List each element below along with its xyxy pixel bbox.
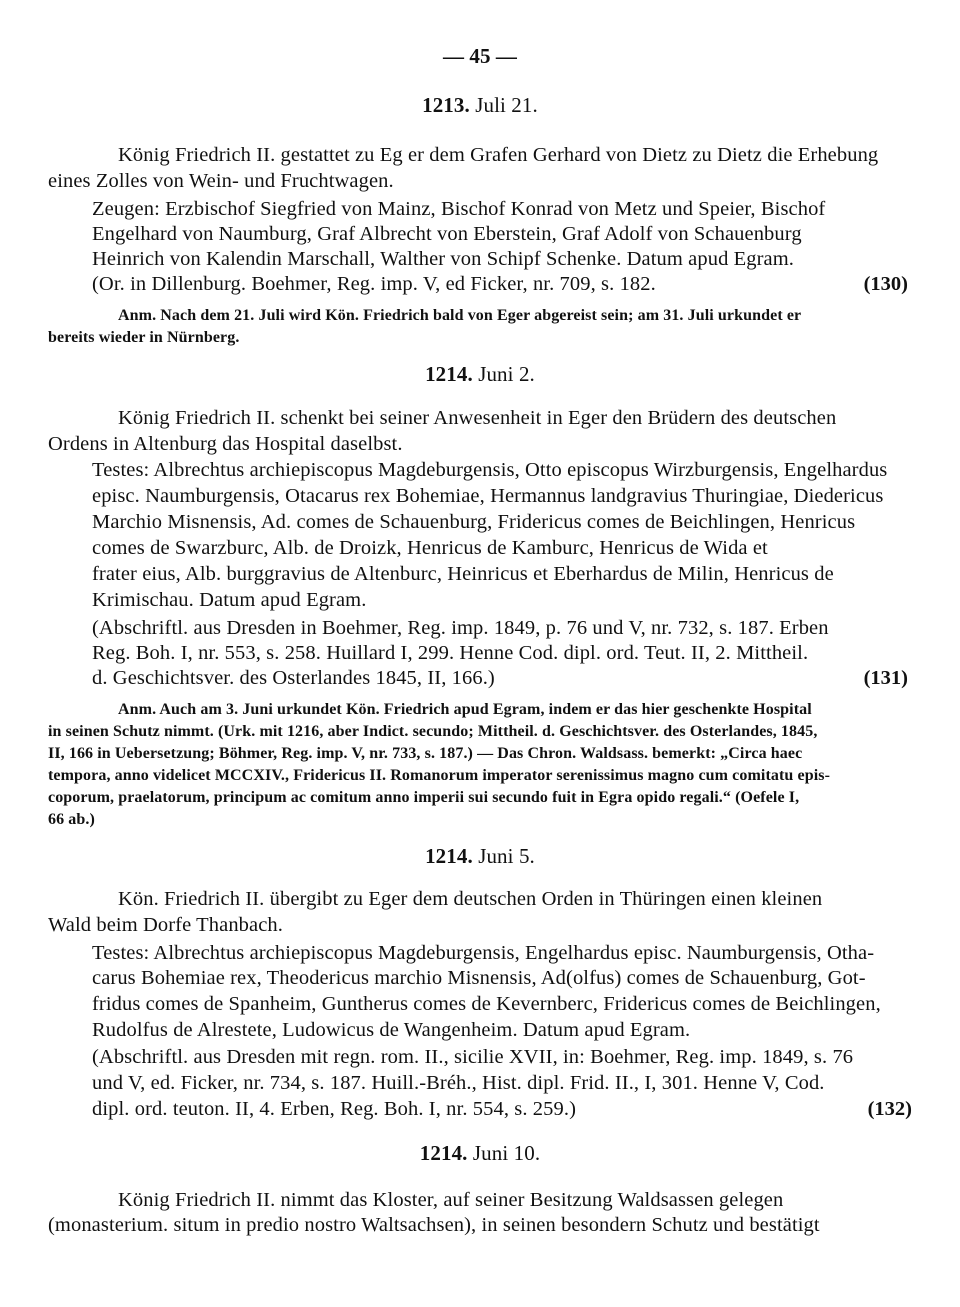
entry-text-line: (Or. in Dillenburg. Boehmer, Reg. imp. V, ed Ficker, nr. 709, s. 182. [92, 273, 656, 295]
entry-date: Juni 10. [472, 1141, 541, 1165]
entry-year: 1214. [425, 362, 473, 386]
note-line: coporum, praelatorum, principum ac comitum anno imperii sui secundo fuit in Egra opido regali.“ (Oefele I, [48, 789, 800, 806]
entry-year: 1214. [425, 844, 473, 868]
note-line: tempora, anno videlicet MCCXIV., Fridericus II. Romanorum imperator serenissimus magno cum comitatu epis- [48, 767, 830, 784]
entry-number: (131) [863, 667, 908, 689]
entry-text-line: Heinrich von Kalendin Marschall, Walther von Schipf Schenke. Datum apud Egram. [92, 248, 795, 270]
entry-text-line: dipl. ord. teuton. II, 4. Erben, Reg. Boh. I, nr. 554, s. 259.) [92, 1098, 577, 1120]
entry-text-line: Kön. Friedrich II. übergibt zu Eger dem deutschen Orden in Thüringen einen kleinen [118, 888, 823, 910]
entry-date-heading [0, 1141, 960, 1165]
entry-text-line: carus Bohemiae rex, Theodericus marchio Misnensis, Ad(olfus) comes de Schauenburg, Got- [92, 967, 866, 989]
entry-date-heading [0, 844, 960, 868]
note-line: Anm. Auch am 3. Juni urkundet Kön. Friedrich apud Egram, indem er das hier geschenkte Hospital [118, 701, 812, 718]
entry-text-line: König Friedrich II. gestattet zu Eg er dem Grafen Gerhard von Dietz zu Dietz die Erhebung [118, 144, 879, 166]
entry-date: Juli 21. [475, 93, 538, 117]
note-line: in seinen Schutz nimmt. (Urk. mit 1216, aber Indict. secundo; Mittheil. d. Geschichtsver. des Osterlandes, 1845, [48, 723, 818, 740]
note-line: II, 166 in Uebersetzung; Böhmer, Reg. imp. V, nr. 733, s. 187.) — Das Chron. Waldsass. bemerkt: „Circa haec [48, 745, 803, 762]
page-number: — 45 — [442, 44, 518, 68]
entry-text-line: Zeugen: Erzbischof Siegfried von Mainz, Bischof Konrad von Metz und Speier, Bischof [92, 198, 826, 220]
entry-text-line: König Friedrich II. schenkt bei seiner Anwesenheit in Eger den Brüdern des deutschen [118, 407, 837, 429]
entry-year: 1214. [419, 1141, 468, 1165]
entry-date-heading [0, 362, 960, 386]
entry-text-line: Wald beim Dorfe Thanbach. [48, 914, 283, 936]
entry-year: 1213. [422, 93, 470, 117]
entry-text-line: Engelhard von Naumburg, Graf Albrecht von Eberstein, Graf Adolf von Schauenburg [92, 223, 802, 245]
entry-number: (130) [863, 273, 908, 295]
entry-text-line: fridus comes de Spanheim, Guntherus comes de Kevernberc, Fridericus comes de Beichlingen, [92, 993, 881, 1015]
entry-text-line: frater eius, Alb. burggravius de Altenburc, Heinricus et Eberhardus de Milin, Henricus de [92, 563, 834, 585]
note-line: bereits wieder in Nürnberg. [48, 329, 240, 346]
entry-text-line: Ordens in Altenburg das Hospital daselbst. [48, 433, 403, 455]
entry-text-line: König Friedrich II. nimmt das Kloster, auf seiner Besitzung Waldsassen gelegen [118, 1189, 784, 1211]
entry-text-line: episc. Naumburgensis, Otacarus rex Bohemiae, Hermannus landgravius Thuringiae, Diedericus [92, 485, 884, 507]
entry-text-line: Rudolfus de Alrestete, Ludowicus de Wangenheim. Datum apud Egram. [92, 1019, 691, 1041]
entry-text-line: und V, ed. Ficker, nr. 734, s. 187. Huill.-Bréh., Hist. dipl. Frid. II., I, 301. Henne V, Cod. [92, 1072, 825, 1094]
entry-text-line: (Abschriftl. aus Dresden mit regn. rom. II., sicilie XVII, in: Boehmer, Reg. imp. 1849, s. 76 [92, 1046, 854, 1068]
entry-text-line: Testes: Albrechtus archiepiscopus Magdeburgensis, Otto episcopus Wirzburgensis, Engelhardus [92, 459, 888, 481]
entry-text-line: Reg. Boh. I, nr. 553, s. 258. Huillard I, 299. Henne Cod. dipl. ord. Teut. II, 2. Mittheil. [92, 642, 809, 664]
entry-text-line: (monasterium. situm in predio nostro Waltsachsen), in seinen besondern Schutz und bestätigt [48, 1214, 820, 1236]
entry-number: (132) [867, 1098, 912, 1120]
entry-text-line: (Abschriftl. aus Dresden in Boehmer, Reg. imp. 1849, p. 76 und V, nr. 732, s. 187. Erben [92, 617, 829, 639]
entry-text-line: d. Geschichtsver. des Osterlandes 1845, II, 166.) [92, 667, 495, 689]
entry-date: Juni 5. [478, 844, 535, 868]
entry-text-line: Krimischau. Datum apud Egram. [92, 589, 367, 611]
entry-date-heading [0, 93, 960, 117]
entry-text-line: comes de Swarzburc, Alb. de Droizk, Henricus de Kamburc, Henricus de Wida et [92, 537, 768, 559]
entry-date: Juni 2. [478, 362, 535, 386]
note-line: 66 ab.) [48, 811, 95, 828]
note-line: Anm. Nach dem 21. Juli wird Kön. Friedrich bald von Eger abgereist sein; am 31. Juli urkundet er [118, 307, 802, 324]
entry-text-line: eines Zolles von Wein- und Fruchtwagen. [48, 170, 394, 192]
entry-text-line: Testes: Albrechtus archiepiscopus Magdeburgensis, Engelhardus episc. Naumburgensis, Otha- [92, 942, 875, 964]
entry-text-line: Marchio Misnensis, Ad. comes de Schauenburg, Fridericus comes de Beichlingen, Henricus [92, 511, 856, 533]
